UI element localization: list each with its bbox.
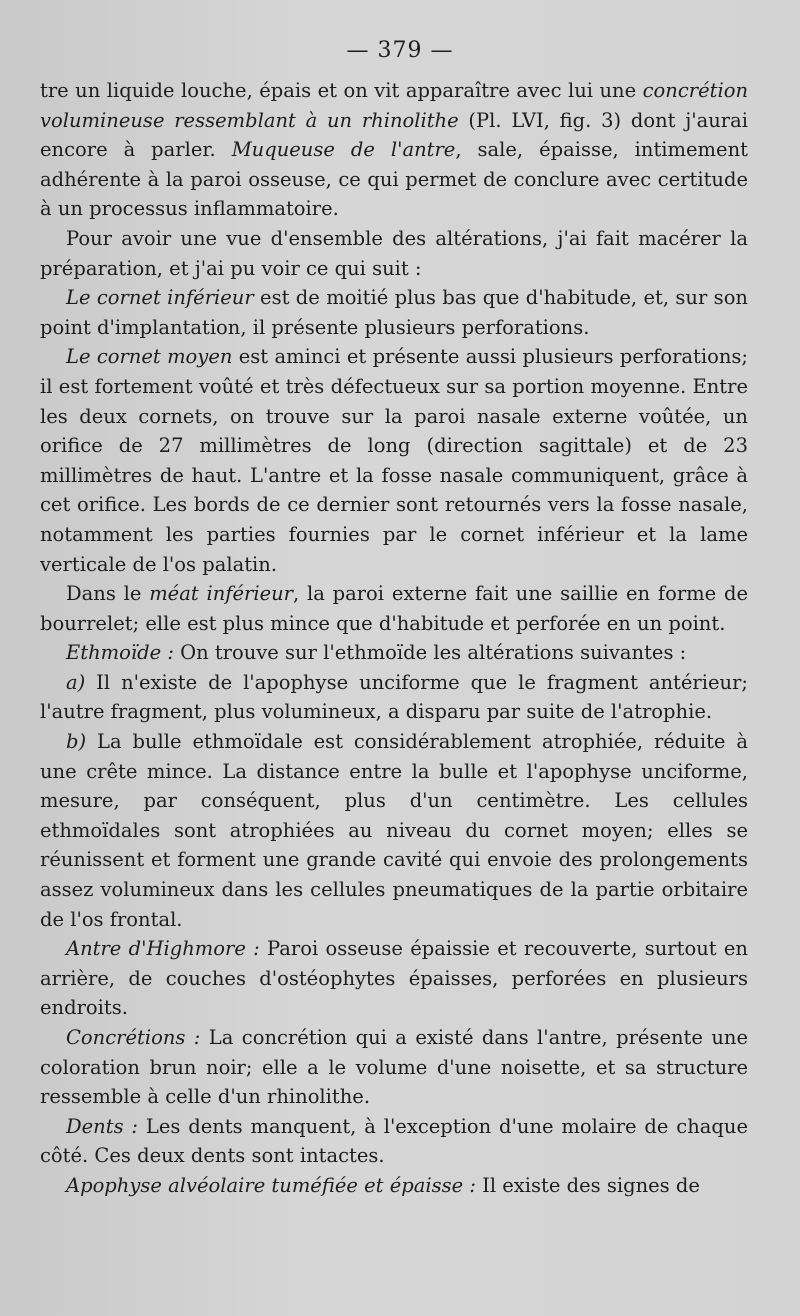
text-run: La bulle ethmoïdale est considérablement atrophiée, réduite à une crête mince. La distance entre la bulle et l'apophyse unciforme, mesure, par conséquent, plus d'un centimètre. Les cellules ethmoïdales sont atrophiées au niveau du cornet moyen; elles se réunissent et forment une grande cavité qui envoie des prolongements assez volumineux dans les cellules pneumatiques de la partie orbitaire de l'os frontal. (40, 730, 748, 931)
text-run: est aminci et présente aussi plusieurs perforations; il est fortement voûté et très défectueux sur sa portion moyenne. Entre les deux cornets, on trouve sur la paroi nasale externe voûtée, un orifice de 27 millimètres de long (direction sagittale) et de 23 millimètres de haut. L'antre et la fosse nasale communiquent, grâce à cet orifice. Les bords de ce dernier sont retournés vers la fosse nasale, notamment les parties fournies par le cornet inférieur et la lame verticale de l'os palatin. (40, 345, 748, 576)
text-run: Les dents manquent, à l'exception d'une molaire de chaque côté. Ces deux dents sont intactes. (40, 1114, 748, 1168)
text-run: Il n'existe de l'apophyse unciforme que le fragment antérieur; l'autre fragment, plus volumineux, a disparu par suite de l'atrophie. (40, 670, 748, 724)
text-run: Il existe des signes de (475, 1173, 700, 1197)
italic-text: méat inférieur (149, 582, 293, 606)
paragraph (40, 727, 748, 934)
text-run: On trouve sur l'ethmoïde les altérations suivantes : (173, 641, 687, 665)
italic-text: Le cornet inférieur (66, 286, 254, 310)
italic-text: Le cornet moyen (66, 345, 233, 369)
text-run: tre un liquide louche, épais et on vit apparaître avec lui une (40, 79, 643, 102)
paragraph (40, 283, 748, 342)
italic-text: a) (66, 670, 86, 694)
paragraph (40, 342, 748, 579)
paragraph (40, 934, 748, 1023)
paragraph (40, 76, 748, 224)
italic-text: concrétion volumineuse ressemblant à un rhinolithe (40, 79, 748, 132)
paragraph (40, 579, 748, 638)
text-run: , la paroi externe fait une saillie en forme de bourrelet; elle est plus mince que d'habitude et perforée en un point. (40, 582, 748, 635)
paragraph (40, 224, 748, 283)
italic-text: b) (66, 730, 87, 754)
paragraph (40, 1112, 748, 1171)
text-run: est de moitié plus bas que d'habitude, et, sur son point d'implantation, il présente plusieurs perforations. (40, 286, 748, 339)
italic-text: Dents : (66, 1114, 139, 1138)
text-run: La concrétion qui a existé dans l'antre, présente une coloration brun noir; elle a le volume d'une noisette, et sa structure ressemble à celle d'un rhinolithe. (40, 1026, 748, 1109)
paragraph (40, 638, 748, 668)
paragraph (40, 1171, 748, 1201)
italic-text: Apophyse alvéolaire tuméfiée et épaisse : (66, 1173, 476, 1197)
text-run: (Pl. LVI, fig. 3) dont j'aurai encore à parler. (40, 108, 748, 162)
text-run: Pour avoir une vue d'ensemble des altérations, j'ai fait macérer la préparation, et j'ai pu voir ce qui suit : (40, 226, 748, 280)
body-text (40, 76, 748, 1201)
text-run: Dans le (66, 582, 150, 606)
paragraph (40, 668, 748, 727)
text-run: , sale, épaisse, intimement adhérente à la paroi osseuse, ce qui permet de conclure avec certitude à un processus inflammatoire. (40, 138, 748, 221)
italic-text: Concrétions : (66, 1026, 201, 1049)
page-number: — 379 — (346, 38, 454, 63)
italic-text: Muqueuse de l'antre (231, 138, 456, 162)
text-run: Paroi osseuse épaissie et recouverte, surtout en arrière, de couches d'ostéophytes épaisses, perforées en plusieurs endroits. (40, 937, 748, 1020)
italic-text: Antre d'Highmore : (66, 937, 260, 961)
paragraph (40, 1023, 748, 1112)
italic-text: Ethmoïde : (66, 641, 174, 665)
